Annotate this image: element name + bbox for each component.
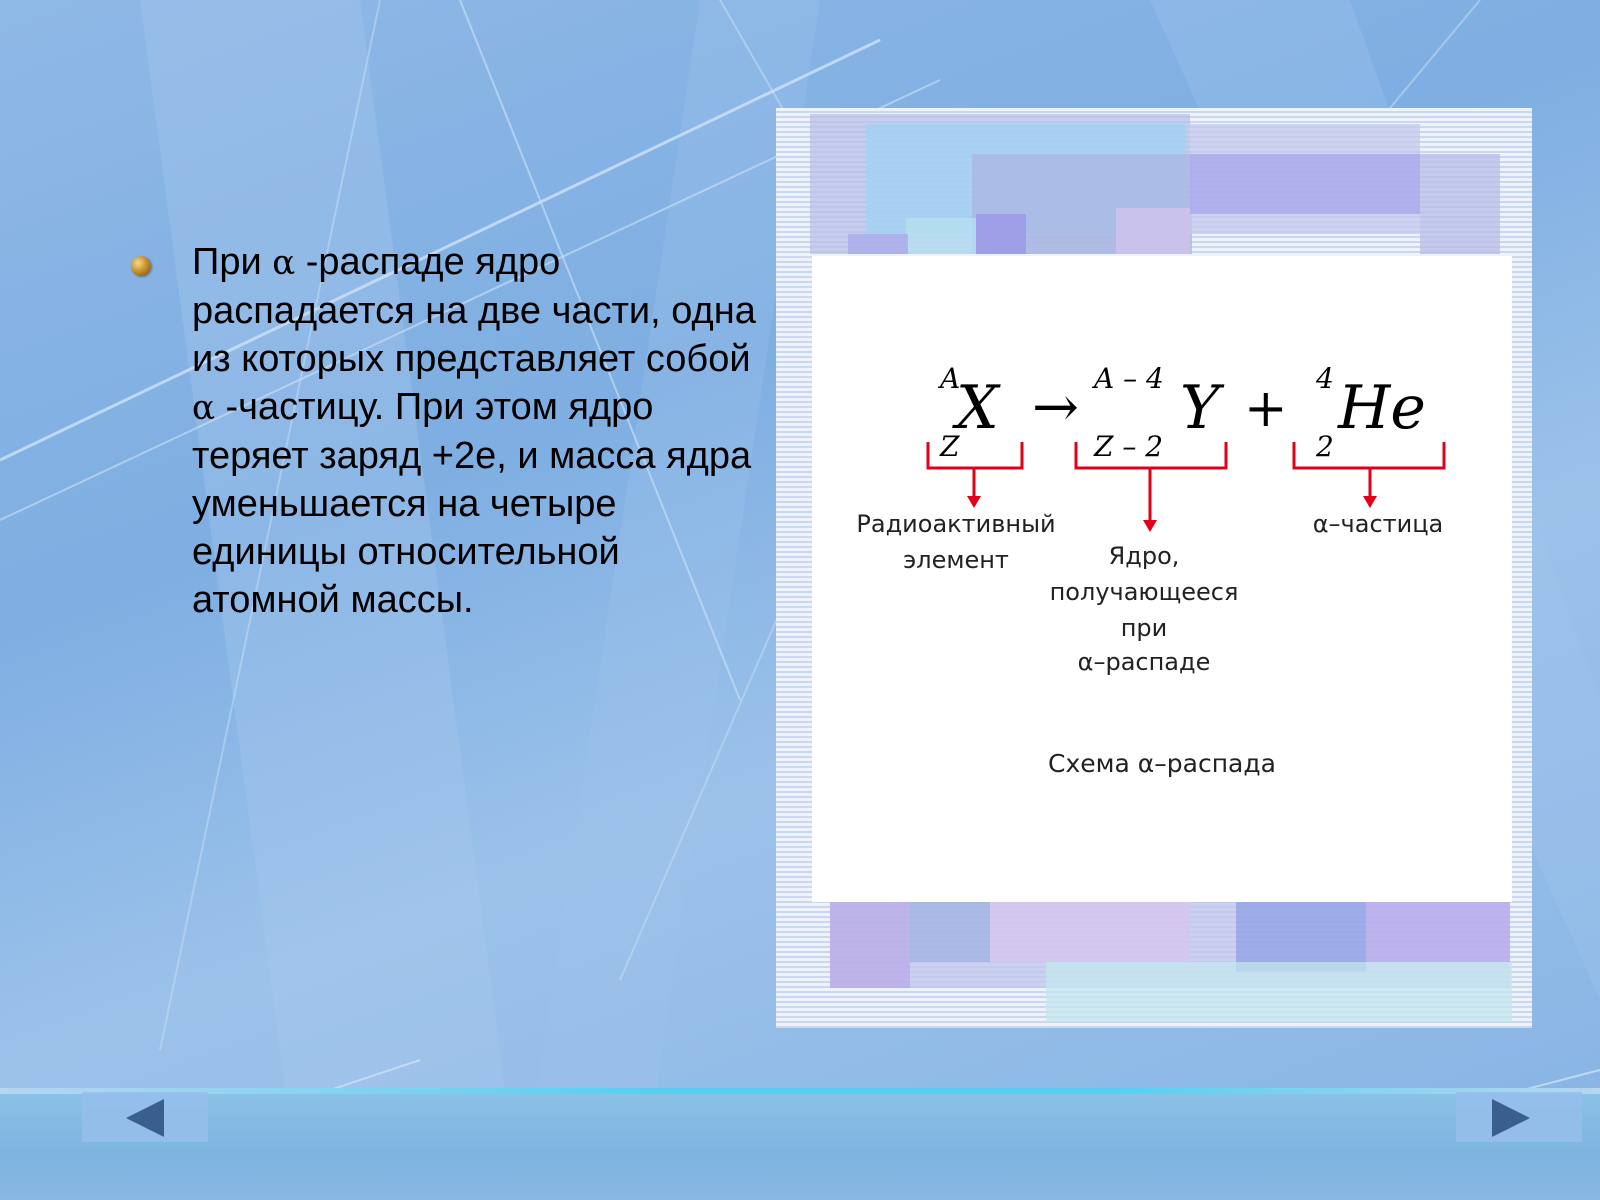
figure-caption: Схема α–распада (1048, 749, 1276, 778)
plus-sign: + (1244, 379, 1288, 439)
decor-block (1366, 902, 1510, 962)
text-part-2: -распаде ядро распадается на две части, одна из которых представляет собой (192, 241, 756, 380)
alpha-symbol: α (192, 388, 215, 428)
text-part-3: -частицу. При этом ядро теряет заряд +2e, и масса ядра уменьшается на четыре единицы относительной атомной массы. (192, 386, 752, 621)
bullet-text (192, 238, 768, 624)
daughter-symbol: Y (1180, 373, 1220, 443)
next-slide-button[interactable] (1456, 1092, 1582, 1142)
decor-block (1046, 962, 1512, 1022)
triangle-left-icon (126, 1099, 164, 1137)
decor-block (1420, 154, 1500, 254)
alpha-charge-number: 2 (1316, 430, 1334, 463)
alpha-symbol-he: He (1338, 373, 1426, 443)
decor-block (1190, 154, 1420, 214)
parent-symbol: X (956, 373, 999, 443)
alpha-arrowhead-icon (1363, 496, 1377, 508)
parent-mass-number: A (940, 362, 961, 395)
alpha-particle-label: α–частица (1312, 510, 1444, 538)
bullet-point (128, 238, 768, 624)
daughter-label-line-4: α–распаде (1077, 648, 1211, 676)
decor-block (906, 218, 976, 254)
daughter-label-line-1: Ядро, (1108, 542, 1180, 570)
navigation-bar (0, 1088, 1600, 1200)
parent-charge-number: Z (940, 430, 960, 463)
decor-block (910, 902, 990, 962)
daughter-charge-number: Z – 2 (1094, 430, 1164, 463)
decor-block (1116, 208, 1190, 254)
daughter-arrowhead-icon (1143, 520, 1157, 532)
alpha-mass-number: 4 (1316, 362, 1334, 395)
decor-block (830, 902, 910, 988)
decor-block (848, 234, 908, 254)
parent-label-line-2: элемент (903, 546, 1009, 574)
alpha-decay-diagram (812, 256, 1512, 902)
text-part-1: При (192, 241, 273, 283)
navigation-bar-divider (0, 1088, 1600, 1094)
alpha-symbol: α (272, 243, 296, 283)
figure-canvas (812, 256, 1512, 902)
alpha-decay-figure (776, 108, 1532, 1028)
daughter-label-line-3: при (1120, 614, 1168, 642)
parent-arrowhead-icon (967, 496, 981, 508)
parent-label-line-1: Радиоактивный (856, 510, 1056, 538)
reaction-arrow-icon: → (1032, 375, 1079, 440)
daughter-label-line-2: получающееся (1049, 578, 1239, 606)
decor-block (990, 902, 1190, 962)
triangle-right-icon (1492, 1099, 1530, 1137)
decor-block (976, 214, 1026, 254)
bullet-icon (131, 256, 151, 276)
previous-slide-button[interactable] (82, 1092, 208, 1142)
daughter-mass-number: A – 4 (1094, 362, 1164, 395)
